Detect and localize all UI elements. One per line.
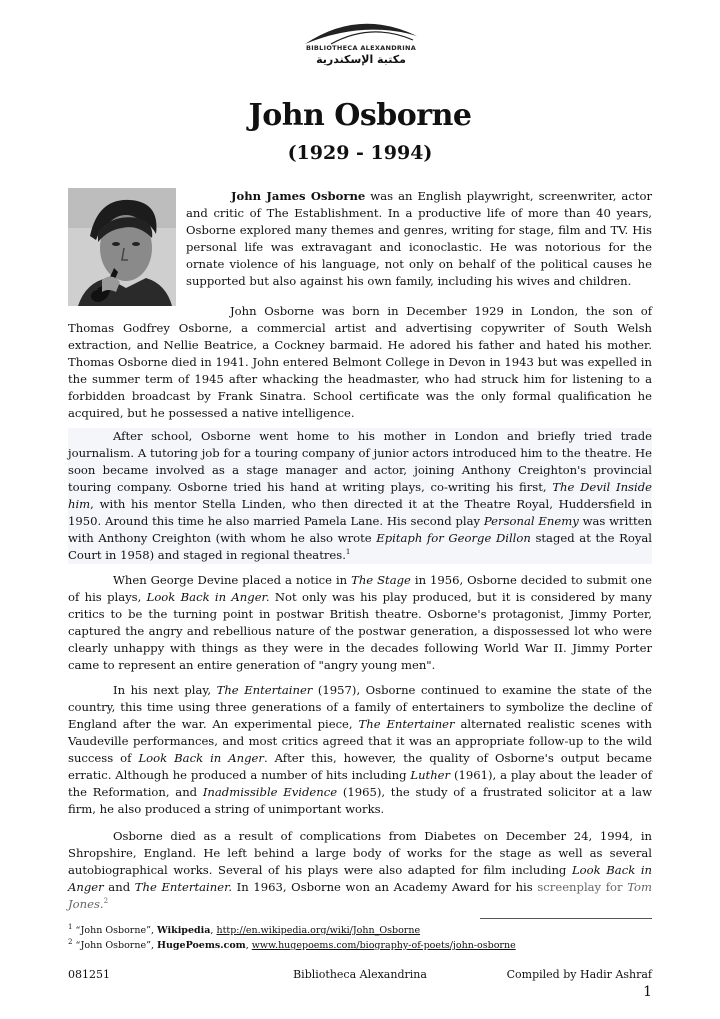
footnote-ref[interactable]: 1 <box>345 548 351 557</box>
library-logo <box>281 14 441 74</box>
footer-right: Compiled by Hadir Ashraf <box>506 968 652 981</box>
logo-text-ar: مكتبة الإسكندرية <box>316 53 406 66</box>
text-run: alternated realistic scenes with Vaudeville performances, and most critics agreed that it was an appropriate follow-up to the wild success of <box>68 717 653 765</box>
text-run: . After this, however, the quality of Osborne's output became erratic. Although he produced a number of hits including <box>68 751 653 782</box>
portrait-image <box>68 188 176 306</box>
work-title: The Entertainer. <box>134 880 233 894</box>
page-number: 1 <box>643 984 652 1000</box>
text-run: and <box>103 880 135 894</box>
footnote-sep: , <box>210 925 217 936</box>
paragraph-early-life: John Osborne was born in December 1929 in London, the son of Thomas Godfrey Osborne, a commercial artist and advertising copywriter of South Welsh extraction, and Nellie Beatrice, a Cockney barmaid. He adored his father and hated his mother. Thomas Osborne died in 1941. John entered Belmont College in Devon in 1943 but was expelled in the summer term of 1945 after whacking the headmaster, who had struck him for listening to a forbidden broadcast by Frank Sinatra. School certificate was the only formal qualification he acquired, but he possessed a native intelligence. <box>68 304 652 420</box>
logo-arc-icon <box>301 14 421 46</box>
text-run: In his next play, <box>113 683 217 697</box>
work-title: Tom Jones <box>68 880 653 911</box>
work-title: Look Back in Anger <box>68 863 653 894</box>
text-run: In 1963, Osborne won an Academy Award for his <box>232 880 538 894</box>
text-run: When George Devine placed a notice in <box>113 573 352 587</box>
text-run: . <box>99 897 104 911</box>
text-run: in 1956, Osborne decided to submit one of his plays, <box>68 573 652 604</box>
portrait-photo <box>68 188 176 306</box>
footer-left: 081251 <box>68 968 110 981</box>
text-run: was written with Anthony Creighton (with whom he also wrote <box>68 514 652 545</box>
logo-text-en: BIBLIOTHECA ALEXANDRINA <box>305 44 417 52</box>
intro-paragraph <box>186 188 652 290</box>
footnote-link[interactable]: www.hugepoems.com/biography-of-poets/john-osborne <box>251 940 516 951</box>
work-title: Look Back in Anger. <box>146 590 270 604</box>
text-run: screenplay for <box>537 880 628 894</box>
paragraph-career-start <box>68 428 652 564</box>
intro-text: was an English playwright, screenwriter, actor and critic of The Establishment. In a productive life of more than 40 years, Osborne explored many themes and genres, writing for stage, film and TV. His personal life was extravagant and iconoclastic. He was notorious for the ornate violence of his language, not only on behalf of the political causes he supported but also against his own family, including his wives and children. <box>186 189 652 288</box>
text-run: (1961), a play about the leader of the Reformation, and <box>68 768 652 799</box>
work-title: The Devil Inside him <box>68 480 652 511</box>
footnote-quote: “John Osborne”, <box>72 925 157 936</box>
work-title: The Entertainer <box>358 717 455 731</box>
footnote-2 <box>68 939 668 952</box>
footnote-sep: , <box>245 940 252 951</box>
life-dates: (1929 - 1994) <box>287 142 433 164</box>
work-title: Luther <box>410 768 451 782</box>
work-title: Inadmissible Evidence <box>202 785 338 799</box>
footnote-1 <box>68 924 668 937</box>
text-run: , with his mentor Stella Linden, who then directed it at the Theatre Royal, Huddersfield in 1950. Around this time he also married Pamela Lane. His second play <box>68 497 652 528</box>
text-run: (1965), the study of a frustrated solicitor at a law firm, he also produced a string of unimportant works. <box>68 785 652 816</box>
footnote-quote: “John Osborne”, <box>72 940 157 951</box>
footnote-number: 1 <box>68 922 73 931</box>
work-title: Epitaph for George Dillon <box>376 531 531 545</box>
paragraph-later-works <box>68 682 652 818</box>
text-run: (1957), Osborne continued to examine the state of the country, this time using three generations of a family of entertainers to symbolize the decline of England after the war. An experimental piece, <box>68 683 652 731</box>
footnote-number: 2 <box>68 937 73 946</box>
footnote-source: Wikipedia <box>157 925 211 936</box>
work-title: The Stage <box>351 573 411 587</box>
text-run: Not only was his play produced, but it is considered by many critics to be the turning point in postwar British theatre. Osborne's protagonist, Jimmy Porter, captured the angry and rebellious nature of the postwar generation, a dispossessed lot who were clearly unhappy with things as they were in the decades following World War II. Jimmy Porter came to represent an entire generation of "angry young men". <box>68 590 652 672</box>
footnote-source: HugePoems.com <box>157 940 246 951</box>
footnote-link[interactable]: http://en.wikipedia.org/wiki/John_Osborne <box>216 925 421 936</box>
work-title: Look Back in Anger <box>138 751 264 765</box>
text-run: staged at the Royal Court in 1958) and staged in regional theatres. <box>68 531 653 562</box>
work-title: The Entertainer <box>216 683 313 697</box>
paragraph-death-legacy <box>68 828 652 913</box>
footer-center: Bibliotheca Alexandrina <box>293 968 427 981</box>
text-run: After school, Osborne went home to his mother in London and briefly tried trade journalism. A tutoring job for a touring company of junior actors introduced him to the theatre. He soon became involved as a stage manager and actor, joining Anthony Creighton's provincial touring company. Osborne tried his hand at writing plays, co-writing his first, <box>68 429 652 494</box>
page-title: John Osborne <box>248 98 472 133</box>
paragraph-look-back-in-anger <box>68 572 652 674</box>
footnote-ref[interactable]: 2 <box>103 897 109 906</box>
text-run: Osborne died as a result of complications from Diabetes on December 24, 1994, in Shropshire, England. He left behind a large body of works for the stage as well as several autobiographical works. Several of his plays were also adapted for film including <box>68 829 652 877</box>
work-title: Personal Enemy <box>483 514 579 528</box>
subject-name: John James Osborne <box>231 189 366 203</box>
footnote-divider <box>480 918 652 919</box>
